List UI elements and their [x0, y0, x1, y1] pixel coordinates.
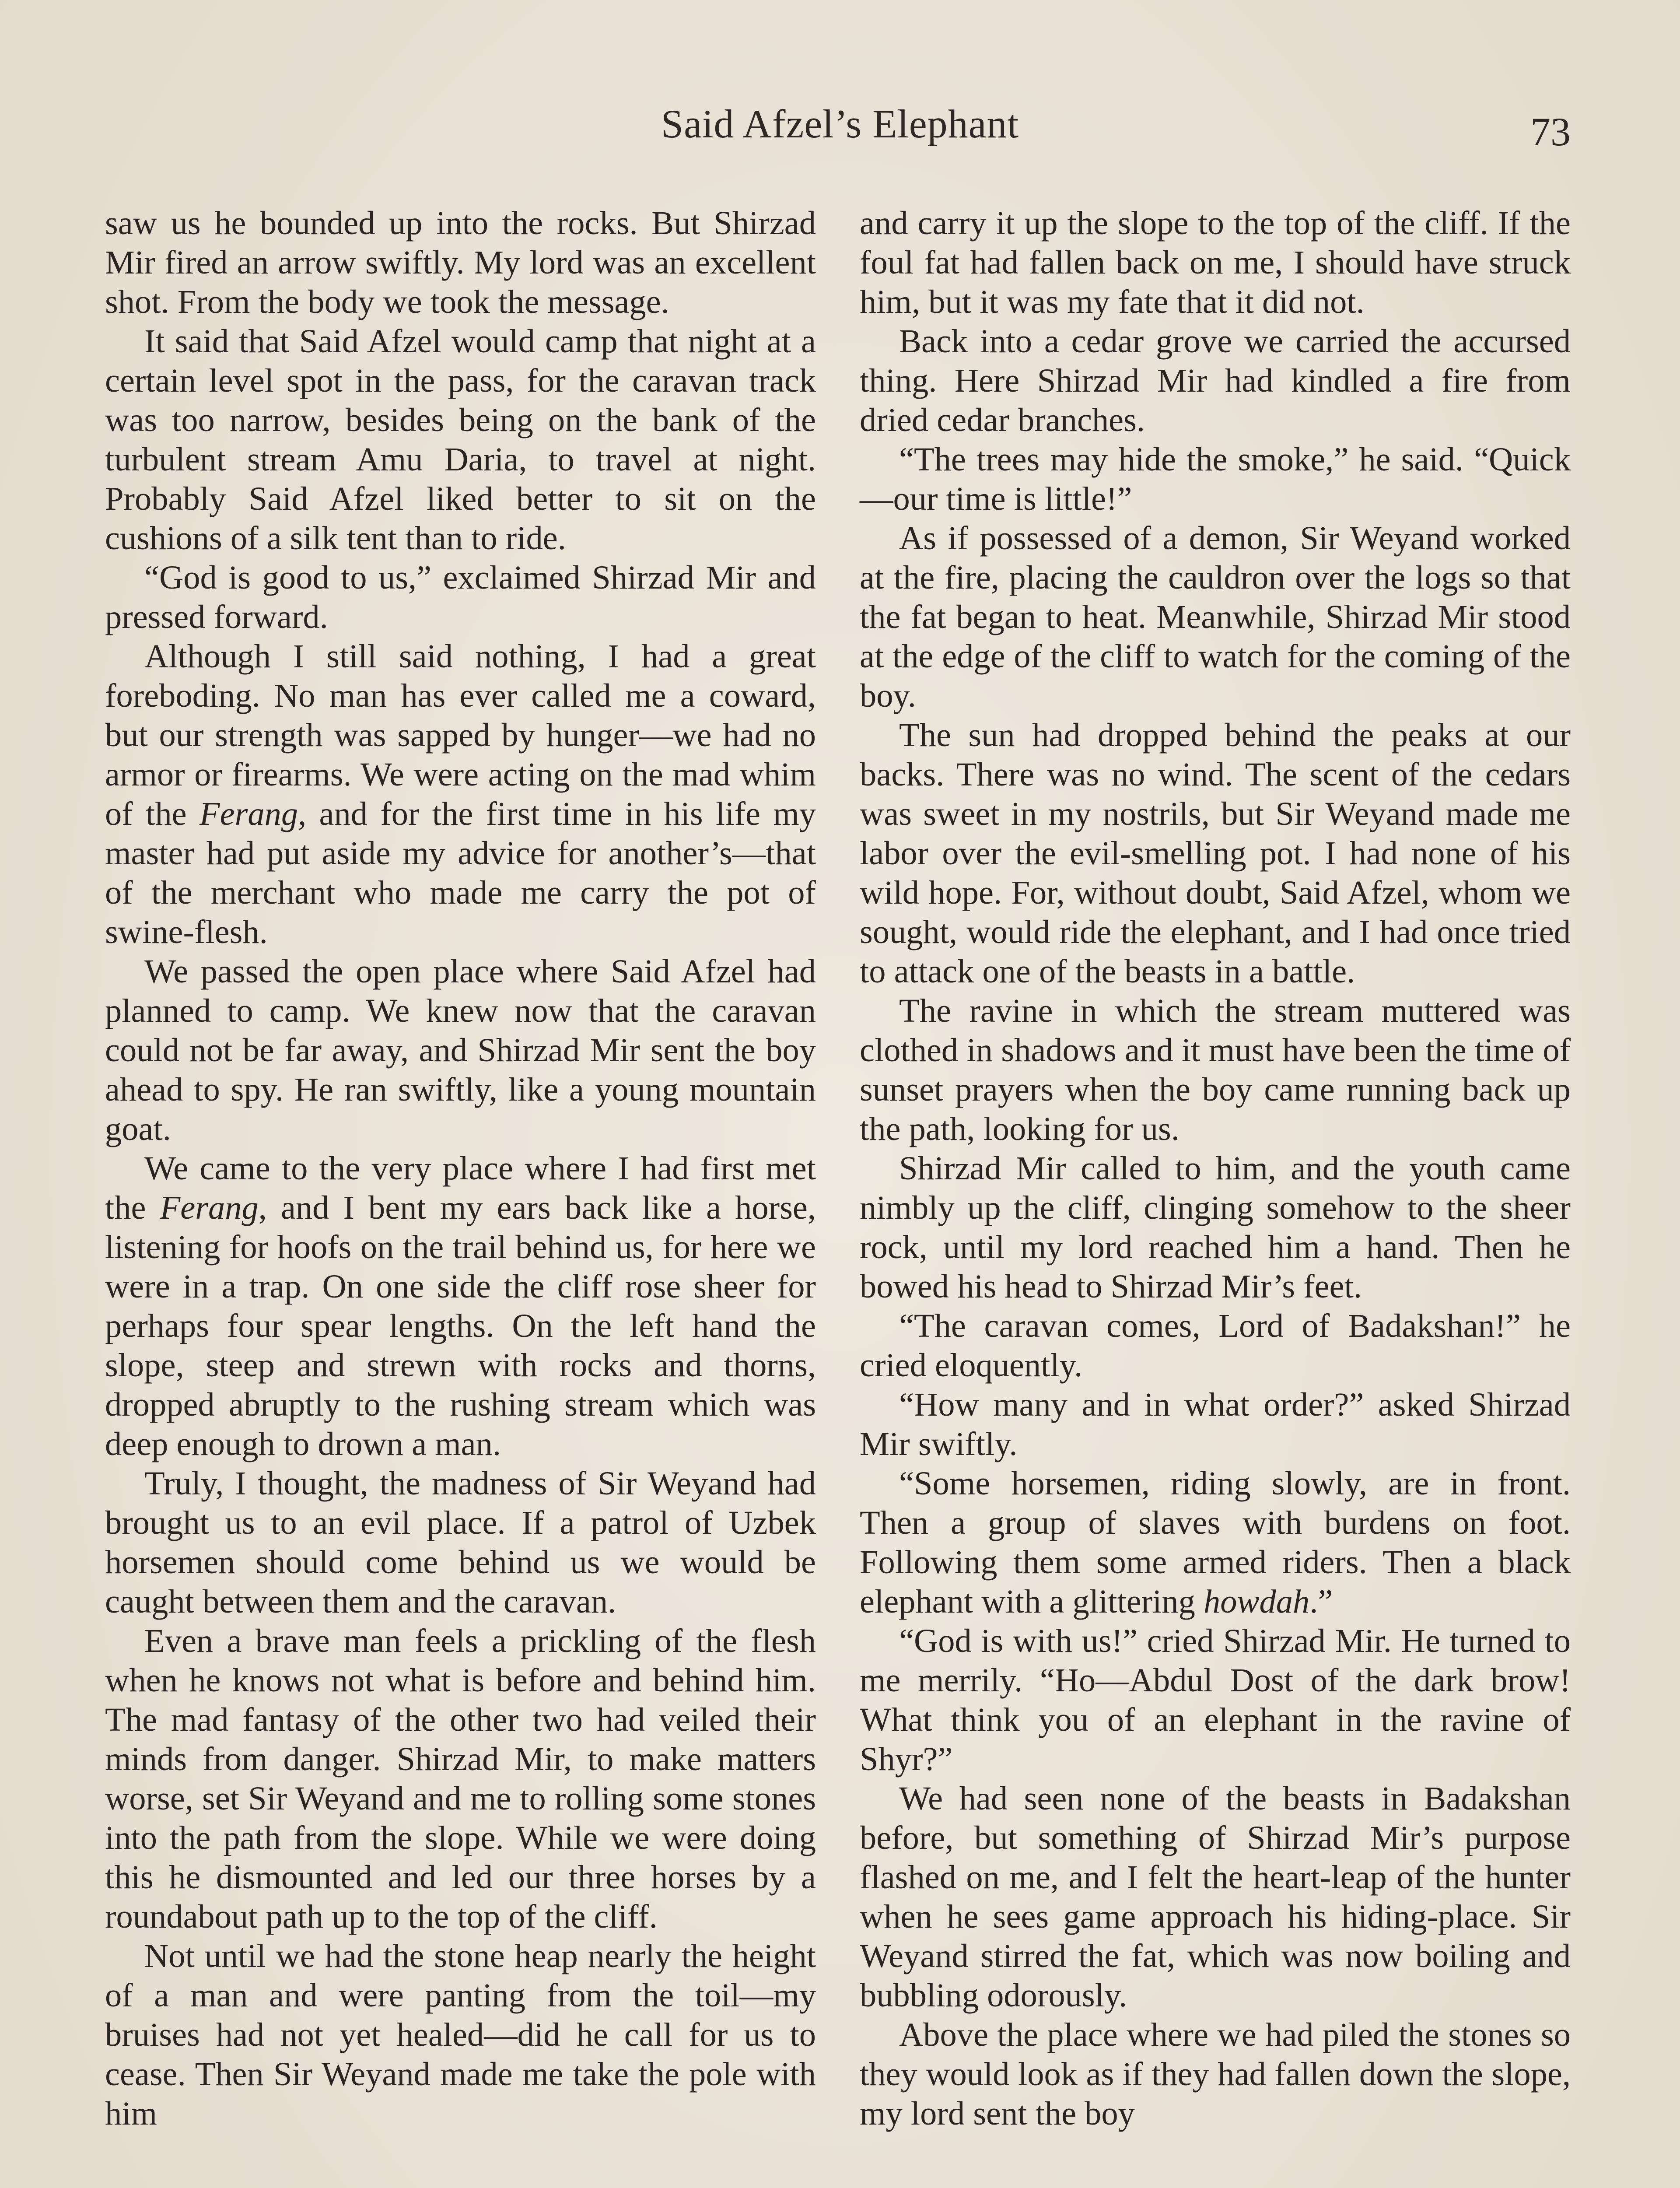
paragraph: saw us he bounded up into the rocks. But Shirzad Mir fired an arrow swiftly. My lord was an excellent shot. From the body we took the message.: [105, 204, 816, 320]
paragraph: Back into a cedar grove we carried the accursed thing. Here Shirzad Mir had kindled a fire from dried cedar branches.: [860, 323, 1571, 438]
paragraph: Although I still said nothing, I had a great foreboding. No man has ever called me a coward, but our strength was sapped by hunger—we had no armor or firearms. We were acting on the mad whim of the Ferang, and for the first time in his life my master had put aside my advice for another’s—that of the merchant who made me carry the pot of swine-flesh.: [105, 638, 816, 950]
paragraph: We came to the very place where I had first met the Ferang, and I bent my ears back like a horse, listening for hoofs on the trail behind us, for here we were in a trap. On one side the cliff rose sheer for perhaps four spear lengths. On the left hand the slope, steep and strewn with rocks and thorns, dropped abruptly to the rushing stream which was deep enough to drown a man.: [105, 1150, 816, 1462]
paragraph: “The trees may hide the smoke,” he said. “Quick—our time is little!”: [860, 441, 1571, 517]
paragraph: “How many and in what order?” asked Shirzad Mir swiftly.: [860, 1386, 1571, 1462]
paragraph: The sun had dropped behind the peaks at our backs. There was no wind. The scent of the cedars was sweet in my nostrils, but Sir Weyand made me labor over the evil-smelling pot. I had none of his wild hope. For, without doubt, Said Afzel, whom we sought, would ride the elephant, and I had once tried to attack one of the beasts in a battle.: [860, 716, 1571, 990]
paragraph: “God is with us!” cried Shirzad Mir. He turned to me merrily. “Ho—Abdul Dost of the dark brow! What think you of an elephant in the ravine of Shyr?”: [860, 1622, 1571, 1778]
paragraph: “Some horsemen, riding slowly, are in front. Then a group of slaves with burdens on foot. Following them some armed riders. Then a black elephant with a glittering howdah.”: [860, 1465, 1571, 1620]
paragraph: As if possessed of a demon, Sir Weyand worked at the fire, placing the cauldron over the logs so that the fat began to heat. Meanwhile, Shirzad Mir stood at the edge of the cliff to watch for the coming of the boy.: [860, 519, 1571, 714]
paragraph: Not until we had the stone heap nearly the height of a man and were panting from the toil—my bruises had not yet healed—did he call for us to cease. Then Sir Weyand made me take the pole with him: [105, 1937, 816, 2132]
paragraph: Shirzad Mir called to him, and the youth came nimbly up the cliff, clinging somehow to the sheer rock, until my lord reached him a hand. Then he bowed his head to Shirzad Mir’s feet.: [860, 1150, 1571, 1305]
paragraph: and carry it up the slope to the top of the cliff. If the foul fat had fallen back on me, I should have struck him, but it was my fate that it did not.: [860, 204, 1571, 320]
paragraph: The ravine in which the stream muttered was clothed in shadows and it must have been the time of sunset prayers when the boy came running back up the path, looking for us.: [860, 992, 1571, 1147]
paragraph: We passed the open place where Said Afzel had planned to camp. We knew now that the caravan could not be far away, and Shirzad Mir sent the boy ahead to spy. He ran swiftly, like a young mountain goat.: [105, 953, 816, 1147]
left-column: [105, 203, 816, 2133]
paragraph: We had seen none of the beasts in Badakshan before, but something of Shirzad Mir’s purpose flashed on me, and I felt the heart-leap of the hunter when he sees game approach his hiding-place. Sir Weyand stirred the fat, which was now boiling and bubbling odorously.: [860, 1780, 1571, 2014]
paragraph: “God is good to us,” exclaimed Shirzad Mir and pressed forward.: [105, 559, 816, 635]
running-head: Said Afzel’s Elephant: [661, 102, 1019, 146]
page-number: 73: [1530, 109, 1571, 154]
paragraph: It said that Said Afzel would camp that night at a certain level spot in the pass, for the caravan track was too narrow, besides being on the bank of the turbulent stream Amu Daria, to travel at night. Probably Said Afzel liked better to sit on the cushions of a silk tent than to ride.: [105, 323, 816, 557]
paragraph: “The caravan comes, Lord of Badakshan!” he cried eloquently.: [860, 1307, 1571, 1384]
paragraph: Above the place where we had piled the stones so they would look as if they had fallen down the slope, my lord sent the boy: [860, 2016, 1571, 2132]
right-column: [860, 203, 1571, 2133]
paragraph: Truly, I thought, the madness of Sir Weyand had brought us to an evil place. If a patrol of Uzbek horsemen should come behind us we would be caught between them and the caravan.: [105, 1465, 816, 1620]
paragraph: Even a brave man feels a prickling of the flesh when he knows not what is before and behind him. The mad fantasy of the other two had veiled their minds from danger. Shirzad Mir, to make matters worse, set Sir Weyand and me to rolling some stones into the path from the slope. While we were doing this he dismounted and led our three horses by a roundabout path up to the top of the cliff.: [105, 1622, 816, 1935]
